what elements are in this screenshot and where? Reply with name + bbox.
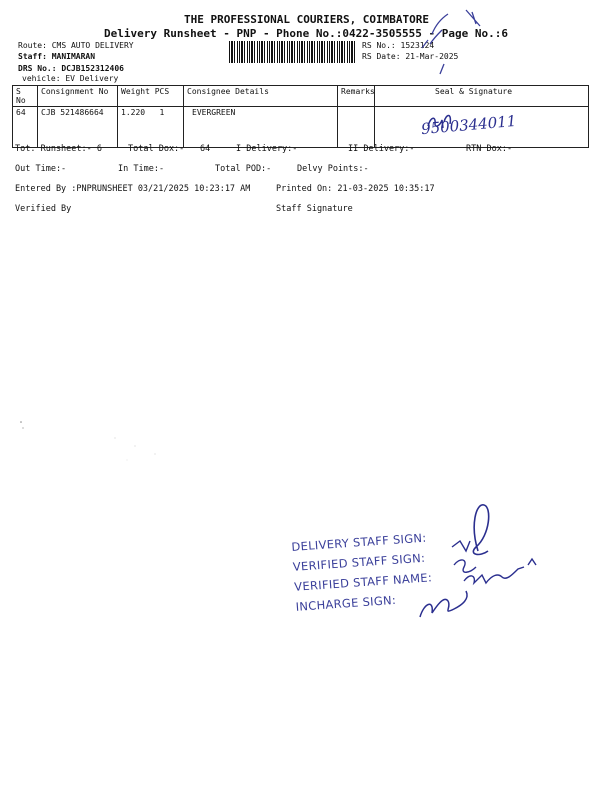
i-delivery: I Delivery:- bbox=[236, 144, 298, 154]
handwritten-phone: 9500344011 bbox=[420, 111, 518, 139]
cell-remarks bbox=[338, 107, 375, 148]
staff-label: Staff: MANIMARAN bbox=[18, 52, 96, 61]
table-header-row bbox=[13, 86, 589, 107]
cell-weight: 1.220 bbox=[121, 108, 146, 117]
company-name: THE PROFESSIONAL COURIERS, COIMBATORE bbox=[184, 13, 430, 26]
drs-label: DRS No.: DCJB152312406 bbox=[18, 64, 124, 73]
stamp-delivery-sign: DELIVERY STAFF SIGN: bbox=[291, 530, 427, 554]
total-runsheet: Tot. Runsheet:- 6 bbox=[15, 144, 102, 154]
col-sno: S No bbox=[13, 86, 38, 107]
runsheet-subtitle: Delivery Runsheet - PNP - Phone No.:0422-3505555 - Page No.:6 bbox=[104, 27, 508, 40]
cell-sno: 64 bbox=[13, 107, 38, 148]
cell-consignee: EVERGREEN bbox=[184, 107, 338, 148]
total-dox-value: 64 bbox=[200, 144, 211, 154]
stamp-signatures bbox=[440, 495, 590, 635]
printed-on: Printed On: 21-03-2025 10:35:17 bbox=[276, 184, 435, 194]
rs-number: RS No.: 1523124 bbox=[362, 41, 435, 50]
cell-weight-pcs bbox=[118, 107, 184, 148]
col-consignment: Consignment No bbox=[38, 86, 118, 107]
stamp-verified-sign: VERIFIED STAFF SIGN: bbox=[292, 550, 426, 574]
col-seal-signature: Seal & Signature bbox=[375, 86, 589, 107]
stamp-incharge-sign: INCHARGE SIGN: bbox=[295, 592, 397, 614]
entered-by: Entered By :PNPRUNSHEET 03/21/2025 10:23:17 AM bbox=[15, 184, 251, 194]
cell-consignment: CJB 521486664 bbox=[38, 107, 118, 148]
ii-delivery: II Delivery:- bbox=[348, 144, 415, 154]
total-pod: Total POD:- bbox=[215, 164, 272, 174]
rtn-dox: RTN Dox:- bbox=[466, 144, 513, 154]
verified-by: Verified By bbox=[15, 204, 72, 214]
total-dox-label: Total Dox:- bbox=[128, 144, 185, 154]
barcode bbox=[229, 41, 357, 63]
table-row bbox=[13, 107, 589, 148]
runsheet-table bbox=[12, 85, 589, 148]
scan-specks bbox=[15, 400, 175, 480]
col-weight-pcs: Weight PCS bbox=[118, 86, 184, 107]
col-consignee: Consignee Details bbox=[184, 86, 338, 107]
route-label: Route: CMS AUTO DELIVERY bbox=[18, 41, 134, 50]
stamp-verified-name: VERIFIED STAFF NAME: bbox=[293, 570, 433, 594]
out-time: Out Time:- bbox=[15, 164, 67, 174]
in-time: In Time:- bbox=[118, 164, 165, 174]
staff-signature: Staff Signature bbox=[276, 204, 353, 214]
handwritten-initials bbox=[426, 110, 456, 132]
cell-seal-signature bbox=[375, 107, 589, 148]
rs-date: RS Date: 21-Mar-2025 bbox=[362, 52, 459, 61]
cell-pcs: 1 bbox=[159, 108, 165, 117]
col-remarks: Remarks bbox=[338, 86, 375, 107]
delvy-points: Delvy Points:- bbox=[297, 164, 369, 174]
header-pen-mark bbox=[420, 4, 500, 84]
vehicle-label: vehicle: EV Delivery bbox=[22, 74, 119, 83]
